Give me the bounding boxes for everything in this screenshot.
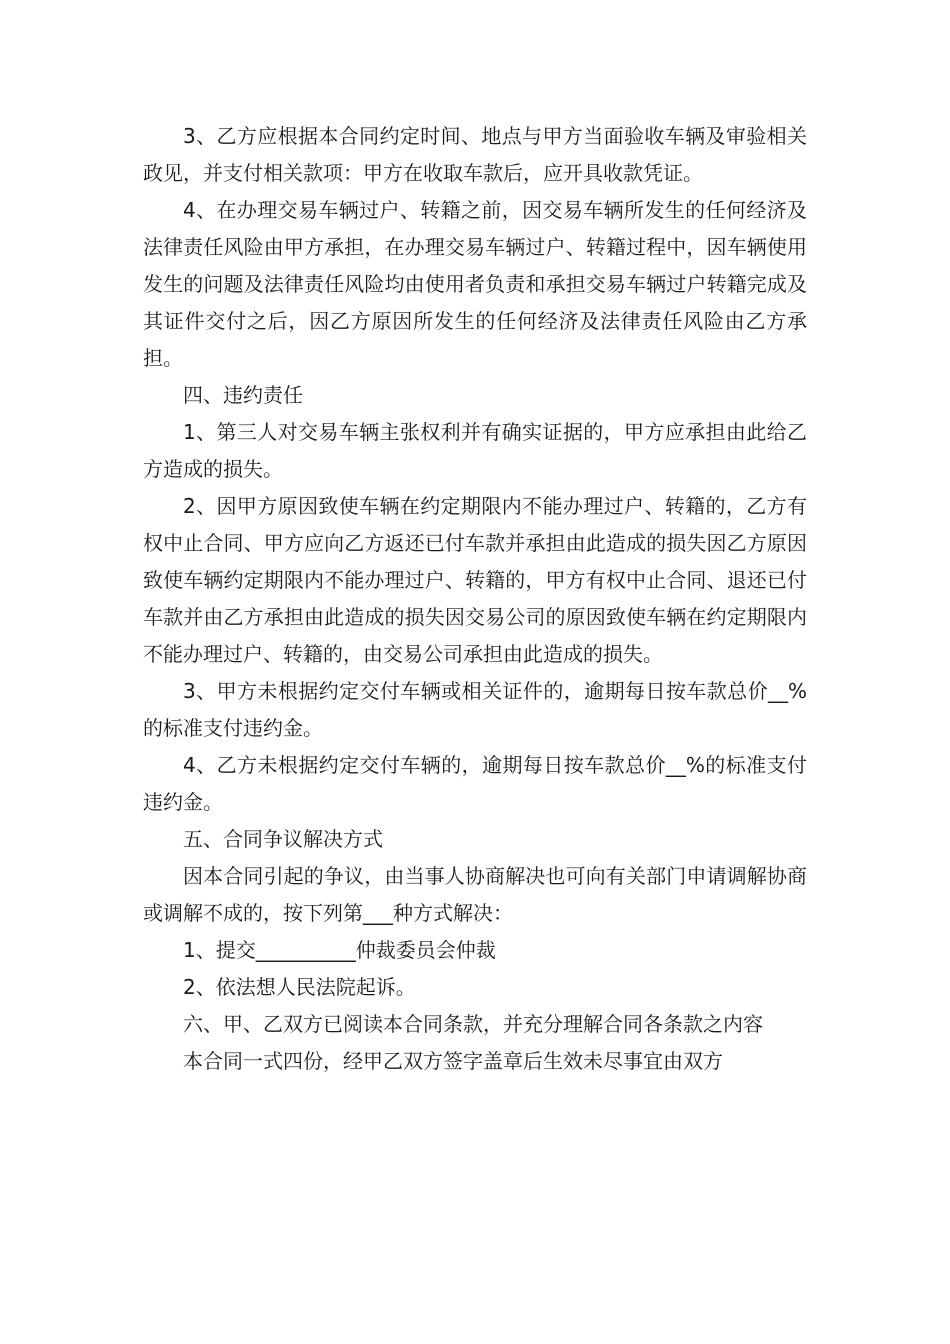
document-body	[143, 118, 807, 1080]
section-heading-breach: 四、违约责任	[183, 383, 303, 407]
section-heading-dispute: 五、合同争议解决方式	[183, 827, 383, 851]
paragraph-breach-1: 1、第三人对交易车辆主张权利并有确实证据的，甲方应承担由此给乙方造成的损失。	[143, 420, 807, 481]
paragraph-dispute-intro: 因本合同引起的争议，由当事人协商解决也可向有关部门申请调解协商或调解不成的，按下列第___种方式解决：	[143, 864, 807, 925]
paragraph-clause-3-inspection: 3、乙方应根据本合同约定时间、地点与甲方当面验收车辆及审验相关政见，并支付相关款项：甲方在收取车款后，应开具收款凭证。	[143, 124, 807, 185]
paragraph-clause-4-liability: 4、在办理交易车辆过户、转籍之前，因交易车辆所发生的任何经济及法律责任风险由甲方承担，在办理交易车辆过户、转籍过程中，因车辆使用发生的问题及法律责任风险均由使用者负责和承担交易车辆过户转籍完成及其证件交付之后，因乙方原因所发生的任何经济及法律责任风险由乙方承担。	[143, 198, 807, 370]
paragraph-dispute-option-2: 2、依法想人民法院起诉。	[183, 975, 416, 999]
paragraph-breach-2: 2、因甲方原因致使车辆在约定期限内不能办理过户、转籍的，乙方有权中止合同、甲方应向乙方返还已付车款并承担由此造成的损失因乙方原因致使车辆约定期限内不能办理过户、转籍的，甲方有权中止合同、退还已付车款并由乙方承担由此造成的损失因交易公司的原因致使车辆在约定期限内不能办理过户、转籍的，由交易公司承担由此造成的损失。	[143, 494, 807, 666]
paragraph-dispute-option-1: 1、提交__________仲裁委员会仲裁	[183, 938, 496, 962]
section-heading-acknowledgement: 六、甲、乙双方已阅读本合同条款，并充分理解合同各条款之内容	[183, 1012, 763, 1036]
paragraph-breach-3: 3、甲方未根据约定交付车辆或相关证件的，逾期每日按车款总价__%的标准支付违约金。	[143, 679, 807, 740]
paragraph-breach-4: 4、乙方未根据约定交付车辆的，逾期每日按车款总价__%的标准支付违约金。	[143, 753, 807, 814]
paragraph-copies: 本合同一式四份，经甲乙双方签字盖章后生效未尽事宜由双方	[183, 1049, 723, 1073]
